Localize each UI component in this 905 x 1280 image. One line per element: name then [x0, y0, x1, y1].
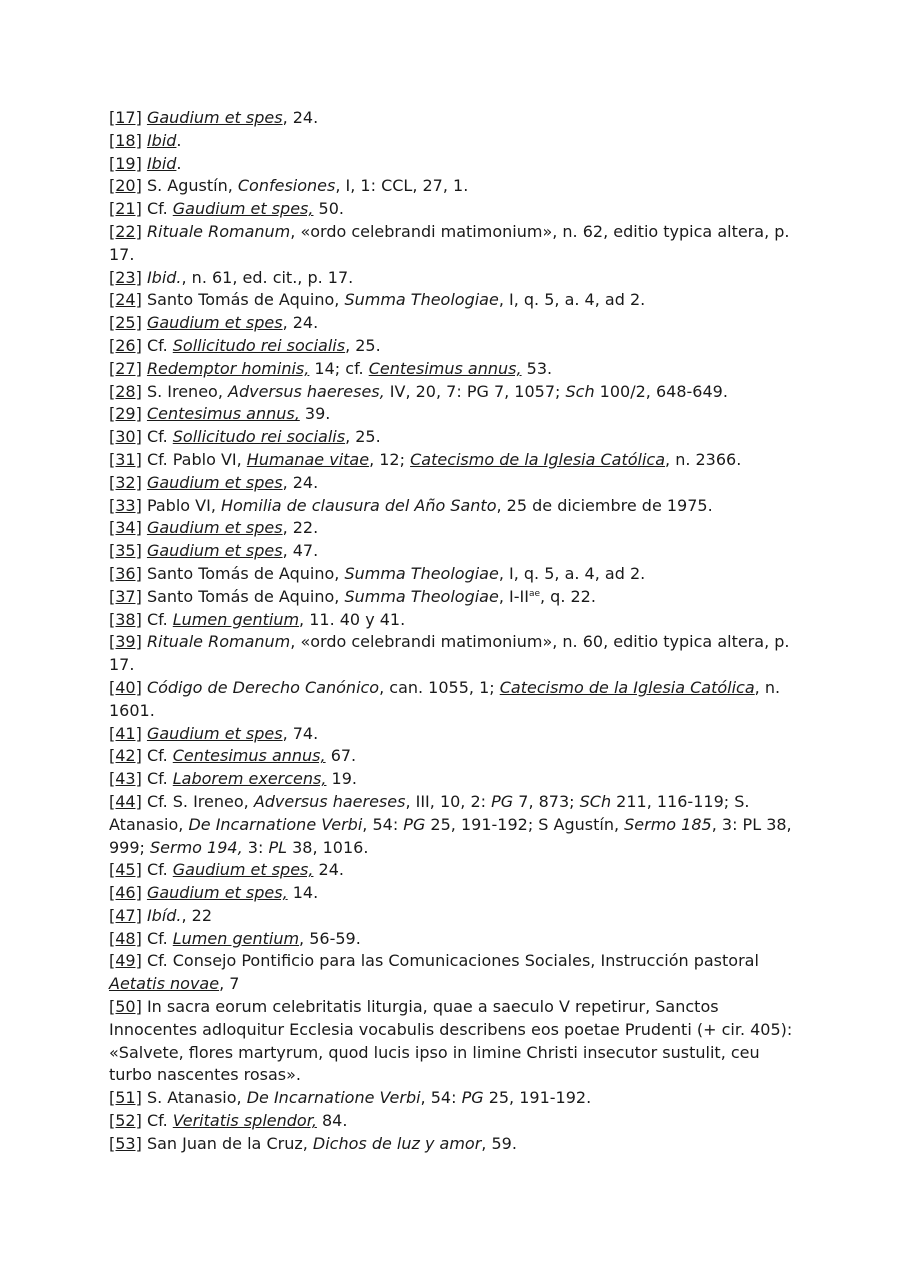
footnote-backlink[interactable]: [29] — [109, 404, 142, 424]
footnote-text: Pablo VI, — [146, 495, 221, 515]
footnote-text: S. Agustín, — [146, 176, 238, 196]
footnote-backlink[interactable]: [35] — [109, 541, 142, 561]
italic-title: Rituale Romanum — [146, 221, 291, 241]
footnote-backlink[interactable]: [50] — [109, 997, 142, 1017]
footnote-backlink[interactable]: [37] — [109, 586, 142, 606]
italic-title: Summa Theologiae — [344, 563, 499, 583]
footnote-text: , 59. — [481, 1133, 517, 1153]
footnote — [109, 175, 799, 198]
footnote — [109, 312, 799, 335]
footnote — [109, 859, 799, 882]
footnote-text: Cf. — [146, 609, 173, 629]
footnote — [109, 426, 799, 449]
footnote — [109, 609, 799, 632]
citation-link[interactable]: Gaudium et spes — [146, 108, 283, 127]
italic-title: SCh — [579, 791, 612, 811]
footnote-backlink[interactable]: [39] — [109, 632, 142, 652]
italic-title: Ibid. — [146, 267, 182, 287]
citation-link[interactable]: Gaudium et spes, — [172, 860, 314, 880]
footnote-text: 100/2, 648-649. — [594, 381, 728, 401]
footnote-text: In sacra eorum celebritatis liturgia, quae a saeculo V repetirur, Sanctos Innocentes adloquitur Ecclesia vocabulis describens eos poetae Prudenti (+ cir. 405): «Salvete, flores martyrum, quod lucis ipso in limine Christi insecutor sustulit, ceu turbo nascentes rosas». — [109, 997, 793, 1085]
footnote-text: San Juan de la Cruz, — [146, 1133, 313, 1153]
footnote-backlink[interactable]: [36] — [109, 563, 142, 583]
footnote-text: Cf. — [146, 335, 173, 355]
footnote-text: 25, 191-192; S Agustín, — [425, 814, 625, 834]
footnote-text: , 11. 40 y 41. — [299, 609, 406, 629]
footnote-text: 38, 1016. — [287, 837, 369, 857]
italic-title: Código de Derecho Canónico — [146, 677, 380, 697]
footnote-text: S. Ireneo, — [146, 381, 228, 401]
italic-title: De Incarnatione Verbi — [188, 814, 363, 834]
footnote-text: , 22 — [181, 905, 213, 925]
footnote-text: . — [176, 130, 182, 150]
footnote — [109, 289, 799, 312]
italic-title: Homilia de clausura del Año Santo — [220, 495, 497, 515]
italic-title: Summa Theologiae — [344, 586, 499, 606]
footnote-backlink[interactable]: [49] — [109, 951, 142, 971]
footnote-text: , 54: — [362, 814, 404, 834]
footnote-text: S. Atanasio, — [146, 1088, 247, 1108]
footnote-text: , 24. — [282, 313, 319, 333]
footnote-text: Cf. — [146, 427, 173, 447]
footnote — [109, 791, 799, 859]
footnote-text: 7, 873; — [513, 791, 580, 811]
footnote-text: 67. — [325, 746, 357, 766]
footnote-text: , «ordo celebrandi matimonium», n. 62, editio typica altera, p. 17. — [109, 221, 790, 264]
footnotes-list — [109, 107, 799, 1156]
citation-link[interactable]: Centesimus annus, — [368, 358, 522, 378]
footnote-text: 14; cf. — [309, 358, 369, 378]
footnote-text: , q. 22. — [540, 586, 596, 606]
footnote-backlink[interactable]: [32] — [109, 472, 142, 492]
footnote-text: , I, q. 5, a. 4, ad 2. — [498, 290, 646, 310]
citation-link[interactable]: Aetatis novae — [109, 974, 220, 994]
footnote — [109, 403, 799, 426]
footnote-text: Santo Tomás de Aquino, — [146, 586, 345, 606]
citation-link[interactable]: Redemptor hominis, — [146, 358, 310, 378]
footnote-text: , 7 — [219, 974, 240, 994]
footnote-text: 39. — [299, 404, 331, 424]
citation-link[interactable]: Centesimus annus, — [146, 404, 300, 424]
footnote — [109, 130, 799, 153]
footnote — [109, 563, 799, 586]
footnote-text: , can. 1055, 1; — [379, 677, 500, 697]
footnote-text: , III, 10, 2: — [405, 791, 492, 811]
footnote-text: Cf. — [146, 860, 173, 880]
italic-title: Confesiones — [237, 176, 336, 196]
italic-title: PG — [403, 814, 426, 834]
footnote-text: , 56-59. — [299, 928, 361, 948]
footnote-text: , 25. — [345, 427, 381, 447]
footnote-text: , 24. — [282, 108, 319, 127]
footnote-backlink[interactable]: [38] — [109, 609, 142, 629]
footnote-text: , I, 1: CCL, 27, 1. — [335, 176, 469, 196]
italic-title: PL — [268, 837, 287, 857]
footnote — [109, 540, 799, 563]
footnote — [109, 517, 799, 540]
footnote-backlink[interactable]: [25] — [109, 313, 142, 333]
footnote-backlink[interactable]: [19] — [109, 153, 142, 173]
footnote-backlink[interactable]: [44] — [109, 791, 142, 811]
footnote — [109, 472, 799, 495]
footnote — [109, 586, 799, 609]
citation-link[interactable]: Ibid — [146, 153, 177, 173]
footnote-backlink[interactable]: [22] — [109, 221, 142, 241]
footnote-backlink[interactable]: [24] — [109, 290, 142, 310]
citation-link[interactable]: Lumen gentium — [172, 609, 300, 629]
footnote-backlink[interactable]: [52] — [109, 1111, 142, 1131]
footnote — [109, 928, 799, 951]
footnote-text: , 74. — [282, 723, 319, 743]
footnote — [109, 1087, 799, 1110]
footnote — [109, 1110, 799, 1133]
footnote — [109, 905, 799, 928]
footnote-text: , 47. — [282, 541, 319, 561]
footnote-text: , 24. — [282, 472, 319, 492]
footnote-text: 211, 116-119; S. Atanasio, — [109, 791, 750, 834]
footnote-backlink[interactable]: [47] — [109, 905, 142, 925]
footnote — [109, 768, 799, 791]
citation-link[interactable]: Gaudium et spes — [146, 723, 283, 743]
citation-link[interactable]: Gaudium et spes — [146, 472, 283, 492]
footnote-text: 25, 191-192. — [483, 1088, 592, 1108]
footnote-text: , n. 61, ed. cit., p. 17. — [181, 267, 354, 287]
footnote-text: , 22. — [282, 518, 319, 538]
footnote-backlink[interactable]: [31] — [109, 449, 142, 469]
footnote-text: 19. — [326, 769, 357, 789]
footnote — [109, 449, 799, 472]
italic-title: PG — [491, 791, 514, 811]
footnote-backlink[interactable]: [26] — [109, 335, 142, 355]
footnote-text: 50. — [313, 199, 344, 219]
footnote-text: Cf. Pablo VI, — [146, 449, 247, 469]
footnote-backlink[interactable]: [34] — [109, 518, 142, 538]
footnote-backlink[interactable]: [46] — [109, 883, 142, 903]
footnote — [109, 221, 799, 267]
citation-link[interactable]: Gaudium et spes — [146, 541, 283, 561]
footnote-text: , 54: — [420, 1088, 462, 1108]
footnote — [109, 631, 799, 677]
footnote-text: 3: — [242, 837, 269, 857]
footnote — [109, 335, 799, 358]
footnote — [109, 107, 799, 130]
footnote-backlink[interactable]: [33] — [109, 495, 142, 515]
italic-title: Sermo 194, — [150, 837, 243, 857]
citation-link[interactable]: Gaudium et spes, — [146, 883, 288, 903]
footnote-text: Cf. Consejo Pontificio para las Comunicaciones Sociales, Instrucción pastoral — [146, 951, 759, 971]
citation-link[interactable]: Gaudium et spes — [146, 313, 283, 333]
footnote-backlink[interactable]: [43] — [109, 769, 142, 789]
italic-title: Adversus haereses, — [228, 381, 385, 401]
italic-title: De Incarnatione Verbi — [246, 1088, 421, 1108]
citation-link[interactable]: Catecismo de la Iglesia Católica — [499, 677, 755, 697]
footnote-text: 24. — [313, 860, 344, 880]
footnote — [109, 153, 799, 176]
footnote-text: , 25 de diciembre de 1975. — [496, 495, 713, 515]
footnote-text: Cf. — [146, 1111, 173, 1131]
footnote-text: , 25. — [345, 335, 381, 355]
italic-title: Dichos de luz y amor — [312, 1133, 482, 1153]
footnote — [109, 677, 799, 723]
footnote — [109, 198, 799, 221]
italic-title: Summa Theologiae — [344, 290, 499, 310]
footnote-backlink[interactable]: [48] — [109, 928, 142, 948]
footnote — [109, 996, 799, 1087]
citation-link[interactable]: Gaudium et spes, — [172, 199, 314, 219]
citation-link[interactable]: Humanae vitae — [246, 449, 370, 469]
superscript: ae — [528, 588, 540, 599]
footnote — [109, 381, 799, 404]
citation-link[interactable]: Veritatis splendor, — [172, 1111, 317, 1131]
footnote-text: 53. — [521, 358, 553, 378]
footnote-backlink[interactable]: [27] — [109, 358, 142, 378]
citation-link[interactable]: Sollicitudo rei socialis — [172, 335, 346, 355]
footnote-text: Cf. — [146, 928, 173, 948]
footnote — [109, 950, 799, 996]
footnote-backlink[interactable]: [17] — [109, 108, 142, 127]
footnote-backlink[interactable]: [30] — [109, 427, 142, 447]
footnote-text: , n. 2366. — [665, 449, 742, 469]
footnote-text: , n. 1601. — [109, 677, 781, 720]
italic-title: PG — [461, 1088, 484, 1108]
citation-link[interactable]: Centesimus annus, — [172, 746, 326, 766]
footnote-backlink[interactable]: [20] — [109, 176, 142, 196]
footnote-text: Cf. — [146, 199, 173, 219]
footnote-text: , I-II — [498, 586, 529, 606]
footnote — [109, 1133, 799, 1156]
italic-title: Ibíd. — [146, 905, 182, 925]
footnote-backlink[interactable]: [18] — [109, 130, 142, 150]
footnote-backlink[interactable]: [42] — [109, 746, 142, 766]
footnote-text: Cf. — [146, 746, 173, 766]
italic-title: Rituale Romanum — [146, 632, 291, 652]
footnote — [109, 267, 799, 290]
footnote-backlink[interactable]: [45] — [109, 860, 142, 880]
italic-title: Sermo 185 — [624, 814, 712, 834]
footnote-text: Santo Tomás de Aquino, — [146, 563, 345, 583]
footnote-text: . — [176, 153, 182, 173]
footnote-backlink[interactable]: [28] — [109, 381, 142, 401]
footnote-text: , 12; — [369, 449, 411, 469]
footnote — [109, 723, 799, 746]
citation-link[interactable]: Laborem exercens, — [172, 769, 327, 789]
footnote-backlink[interactable]: [41] — [109, 723, 142, 743]
footnote-text: Cf. S. Ireneo, — [146, 791, 254, 811]
footnote — [109, 882, 799, 905]
citation-link[interactable]: Lumen gentium — [172, 928, 300, 948]
citation-link[interactable]: Gaudium et spes — [146, 518, 283, 538]
footnote-text: 14. — [287, 883, 319, 903]
footnote-backlink[interactable]: [23] — [109, 267, 142, 287]
citation-link[interactable]: Sollicitudo rei socialis — [172, 427, 346, 447]
footnote-text: Santo Tomás de Aquino, — [146, 290, 345, 310]
italic-title: Adversus haereses — [253, 791, 406, 811]
footnote — [109, 495, 799, 518]
footnote-text: , 3: PL 38, 999; — [109, 814, 792, 857]
footnote-text: Cf. — [146, 769, 173, 789]
footnote-text: IV, 20, 7: PG 7, 1057; — [384, 381, 566, 401]
footnote-text: , «ordo celebrandi matimonium», n. 60, editio typica altera, p. 17. — [109, 632, 790, 675]
footnote-backlink[interactable]: [51] — [109, 1088, 142, 1108]
footnote-backlink[interactable]: [40] — [109, 677, 142, 697]
citation-link[interactable]: Catecismo de la Iglesia Católica — [410, 449, 666, 469]
footnote — [109, 745, 799, 768]
citation-link[interactable]: Ibid — [146, 130, 177, 150]
footnote-backlink[interactable]: [21] — [109, 199, 142, 219]
footnote-text: 84. — [316, 1111, 348, 1131]
italic-title: Sch — [565, 381, 595, 401]
footnote-text: , I, q. 5, a. 4, ad 2. — [498, 563, 646, 583]
footnote — [109, 358, 799, 381]
footnote-backlink[interactable]: [53] — [109, 1133, 142, 1153]
